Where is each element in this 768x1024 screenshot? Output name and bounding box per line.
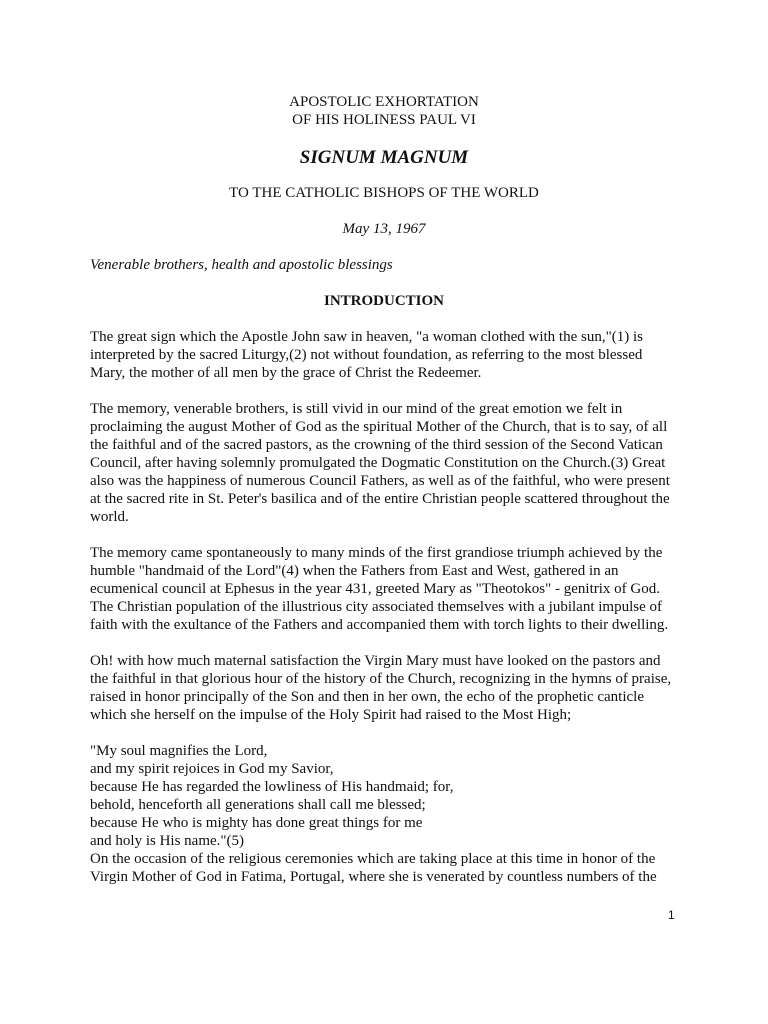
addressee-line: TO THE CATHOLIC BISHOPS OF THE WORLD (229, 185, 539, 201)
magnificat-quote (90, 742, 453, 850)
quote-line: because He has regarded the lowliness of His handmaid; for, (90, 779, 454, 795)
text-line: Mary, the mother of all men by the grace of Christ the Redeemer. (90, 365, 482, 381)
text-line: Virgin Mother of God in Fatima, Portugal, where she is venerated by countless numbers of the (90, 869, 657, 885)
text-line: The memory came spontaneously to many minds of the first grandiose triumph achieved by the (90, 545, 663, 561)
document-title: SIGNUM MAGNUM (299, 147, 469, 168)
text-line: the faithful in that glorious hour of the history of the Church, recognizing in the hymns of praise, (90, 671, 672, 687)
text-line: at the sacred rite in St. Peter's basilica and of the entire Christian people scattered throughout the (90, 491, 670, 507)
heading-exhortation: APOSTOLIC EXHORTATION (289, 94, 479, 110)
text-line: which she herself on the impulse of the Holy Spirit had raised to the Most High; (90, 707, 572, 723)
quote-line: and holy is His name."(5) (90, 833, 245, 849)
text-line: raised in honor principally of the Son and then in her own, the echo of the prophetic canticle (90, 689, 644, 705)
document-date: May 13, 1967 (342, 221, 426, 237)
paragraph-1 (90, 328, 643, 382)
quote-line: because He who is mighty has done great things for me (90, 815, 423, 831)
paragraph-4 (90, 652, 671, 724)
text-line: also was the happiness of numerous Council Fathers, as well as of the faithful, who were present (90, 473, 670, 489)
text-line: interpreted by the sacred Liturgy,(2) not without foundation, as referring to the most blessed (90, 347, 643, 363)
quote-line: and my spirit rejoices in God my Savior, (90, 761, 334, 777)
text-line: Oh! with how much maternal satisfaction the Virgin Mary must have looked on the pastors and (90, 653, 661, 669)
quote-line: behold, henceforth all generations shall call me blessed; (90, 797, 426, 813)
text-line: On the occasion of the religious ceremonies which are taking place at this time in honor of the (90, 851, 656, 867)
text-line: Council, after having solemnly promulgated the Dogmatic Constitution on the Church.(3) Great (90, 455, 666, 471)
paragraph-6 (90, 850, 657, 886)
text-line: the faithful and of the sacred pastors, as the crowning of the third session of the Second Vatican (90, 437, 663, 453)
heading-pope: OF HIS HOLINESS PAUL VI (292, 112, 476, 128)
paragraph-2 (90, 400, 670, 526)
text-line: world. (90, 509, 129, 525)
salutation: Venerable brothers, health and apostolic blessings (90, 257, 393, 273)
text-line: humble "handmaid of the Lord"(4) when the Fathers from East and West, gathered in an (90, 563, 619, 579)
text-line: faith with the exultance of the Fathers and accompanied them with torch lights to their dwelling. (90, 617, 669, 633)
text-line: The Christian population of the illustrious city associated themselves with a jubilant impulse of (90, 599, 662, 615)
section-heading: INTRODUCTION (323, 293, 444, 309)
text-line: ecumenical council at Ephesus in the year 431, greeted Mary as "Theotokos" - genitrix of God. (90, 581, 660, 597)
text-line: The memory, venerable brothers, is still vivid in our mind of the great emotion we felt in (90, 401, 623, 417)
text-line: proclaiming the august Mother of God as the spiritual Mother of the Church, that is to say, of all (90, 419, 668, 435)
paragraph-3 (90, 544, 668, 634)
quote-line: "My soul magnifies the Lord, (90, 743, 268, 759)
page-number: 1 (668, 908, 675, 922)
text-line: The great sign which the Apostle John saw in heaven, "a woman clothed with the sun,"(1) is (90, 329, 643, 345)
